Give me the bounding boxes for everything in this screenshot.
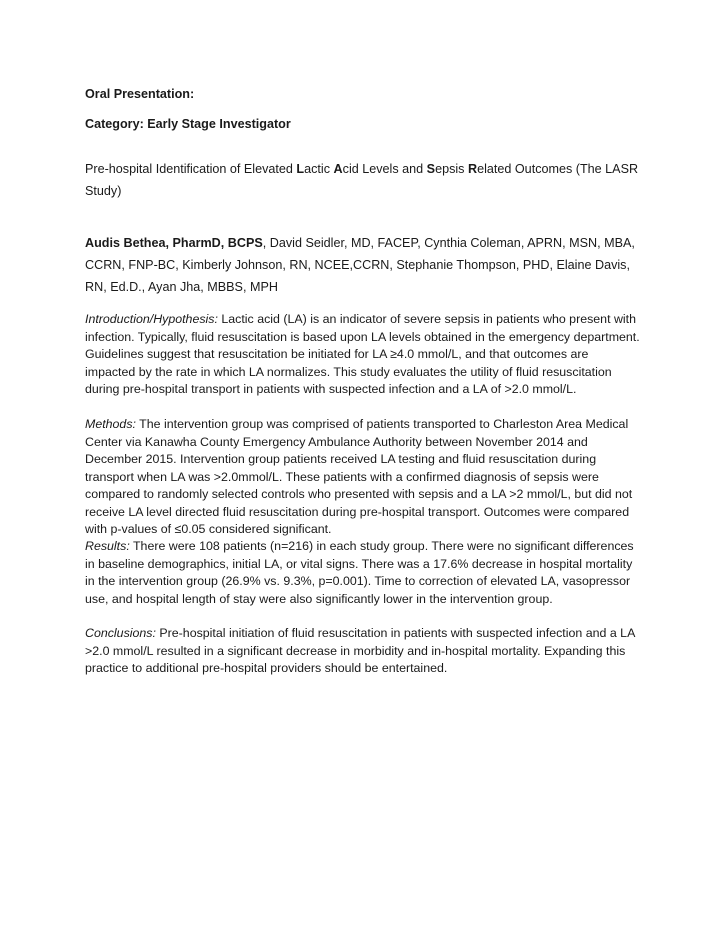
title-acronym-letter: S [426,162,436,176]
methods-text: The intervention group was comprised of patients transported to Charleston Area Medical Center via Kanawha County Emergency Ambulance Authority between November 2014 and December 2015. Intervention group patients received LA testing and fluid resuscitation during transport when LA was >2.0mmol/L. These patients with a confirmed diagnosis of sepsis were compared to randomly selected controls who presented with sepsis and a LA >2 mmol/L, but did not receive LA level directed fluid resuscitation during pre-hospital transport. Outcomes were compared with p-values of ≤0.05 considered significant. [85,417,633,536]
results-label: Results: [85,539,130,553]
title-text: actic [304,162,334,176]
abstract-title [85,158,641,202]
conclusions-section [85,625,641,678]
title-text: epsis [435,162,468,176]
lead-author: Audis Bethea, PharmD, BCPS [85,236,263,250]
title-text: elated Outcomes (The LASR Study) [85,162,639,198]
conclusions-text: Pre-hospital initiation of fluid resuscitation in patients with suspected infection and a LA >2.0 mmol/L resulted in a significant decrease in morbidity and in-hospital mortality. Expanding this practice to additional pre-hospital providers should be entertained. [85,626,635,675]
introduction-text: Lactic acid (LA) is an indicator of severe sepsis in patients who present with infection. Typically, fluid resuscitation is based upon LA levels obtained in the emergency department. Guidelines suggest that resuscitation be initiated for LA ≥4.0 mmol/L, and that outcomes are impacted by the rate in which LA normalizes. This study evaluates the utility of fluid resuscitation during pre-hospital transport in patients with suspected infection and a LA of >2.0 mmol/L. [85,312,640,396]
title-acronym-letter: A [333,162,343,176]
coauthors: , David Seidler, MD, FACEP, Cynthia Coleman, APRN, MSN, MBA, CCRN, FNP-BC, Kimberly Johnson, RN, NCEE,CCRN, Stephanie Thompson, PHD, Elaine Davis, RN, Ed.D., Ayan Jha, MBBS, MPH [85,236,635,294]
title-text: cid Levels and [342,162,427,176]
author-list [85,232,641,298]
methods-label: Methods: [85,417,136,431]
title-acronym-letter: R [467,162,478,176]
introduction-section [85,311,641,399]
conclusions-label: Conclusions: [85,626,156,640]
results-text: There were 108 patients (n=216) in each study group. There were no significant differences in baseline demographics, initial LA, or vital signs. There was a 17.6% decrease in hospital mortality in the intervention group (26.9% vs. 9.3%, p=0.001). Time to correction of elevated LA, vasopressor use, and hospital length of stay were also significantly lower in the intervention group. [85,539,634,606]
results-section [85,538,641,608]
category: Category: Early Stage Investigator [85,117,291,131]
title-text: Pre-hospital Identification of Elevated [85,162,297,176]
introduction-label: Introduction/Hypothesis: [85,312,218,326]
title-acronym-letter: L [296,162,305,176]
methods-section [85,416,641,539]
presentation-type: Oral Presentation: [85,87,195,101]
